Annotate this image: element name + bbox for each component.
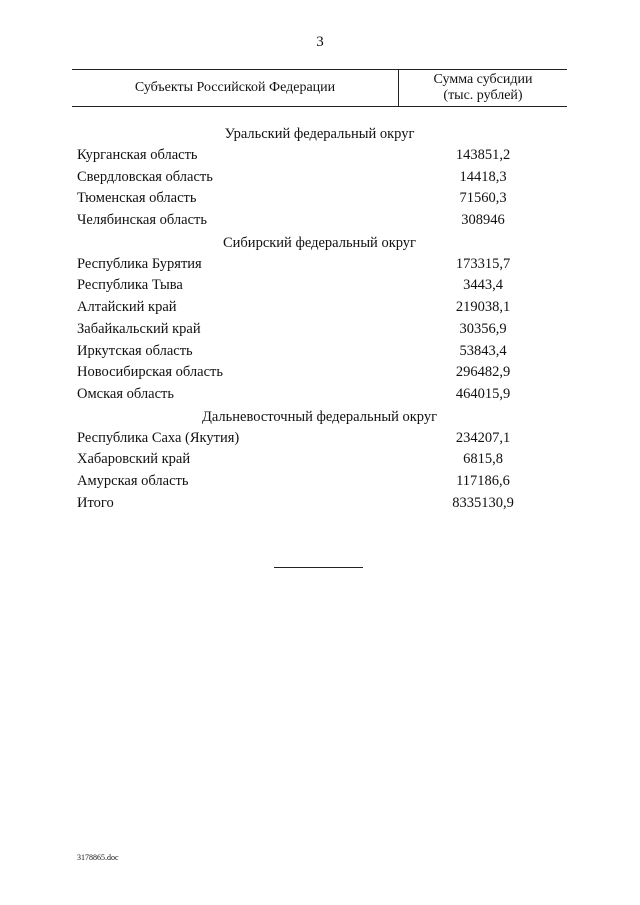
- subsidy-table: [72, 69, 567, 514]
- group-title: Дальневосточный федеральный округ: [201, 408, 438, 425]
- region-name: Алтайский край: [77, 299, 177, 316]
- table-row: [72, 341, 567, 363]
- subsidy-value: 30356,9: [459, 320, 507, 337]
- table-row: [72, 362, 567, 384]
- table-row: [72, 297, 567, 319]
- group-title: Уральский федеральный округ: [224, 126, 415, 142]
- table-row: [72, 254, 567, 276]
- table-row: [72, 428, 567, 450]
- table-row: [72, 471, 567, 493]
- total-value: 8335130,9: [452, 494, 514, 511]
- header-amount: [399, 70, 567, 106]
- region-name: Республика Саха (Якутия): [77, 429, 240, 446]
- region-name: Иркутская область: [77, 342, 193, 359]
- end-divider: [274, 567, 363, 568]
- table-header: [72, 69, 567, 107]
- table-row: [72, 167, 567, 189]
- subsidy-value: 296482,9: [455, 364, 511, 381]
- subsidy-value: 464015,9: [455, 385, 511, 402]
- header-amount-line2: (тыс. рублей): [443, 88, 523, 103]
- total-label: Итого: [77, 494, 114, 511]
- document-id: 3178865.doc: [77, 853, 119, 862]
- region-name: Новосибирская область: [77, 364, 223, 381]
- region-name: Амурская область: [77, 472, 189, 489]
- subsidy-value: 71560,3: [459, 190, 507, 207]
- page-number: 3: [316, 34, 324, 50]
- subsidy-value: 53843,4: [459, 342, 507, 359]
- region-name: Омская область: [77, 385, 174, 402]
- header-regions: Субъекты Российской Федерации: [72, 70, 399, 106]
- table-row: [72, 319, 567, 341]
- table-row: [72, 210, 567, 232]
- table-row: [72, 384, 567, 406]
- table-row: [72, 145, 567, 167]
- table-row: [72, 449, 567, 471]
- subsidy-value: 234207,1: [455, 429, 511, 446]
- table-row: [72, 275, 567, 297]
- subsidy-value: 143851,2: [455, 147, 511, 163]
- region-name: Свердловская область: [77, 168, 213, 185]
- total-row: [72, 493, 567, 515]
- table-body: [72, 123, 567, 514]
- region-name: Курганская область: [77, 147, 198, 163]
- region-name: Республика Бурятия: [77, 255, 202, 272]
- subsidy-value: 117186,6: [456, 472, 510, 489]
- region-name: Тюменская область: [77, 190, 197, 207]
- subsidy-value: 6815,8: [463, 451, 503, 468]
- header-amount-line1: Сумма субсидии: [433, 72, 533, 87]
- table-row: [72, 188, 567, 210]
- subsidy-value: 14418,3: [459, 168, 507, 185]
- subsidy-value: 308946: [461, 212, 505, 229]
- region-name: Хабаровский край: [77, 451, 191, 468]
- group-title: Сибирский федеральный округ: [223, 234, 416, 251]
- region-name: Республика Тыва: [77, 277, 183, 294]
- region-name: Забайкальский край: [77, 320, 201, 337]
- region-name: Челябинская область: [77, 212, 207, 229]
- subsidy-value: 173315,7: [455, 255, 511, 272]
- subsidy-value: 219038,1: [455, 299, 511, 316]
- subsidy-value: 3443,4: [463, 277, 503, 294]
